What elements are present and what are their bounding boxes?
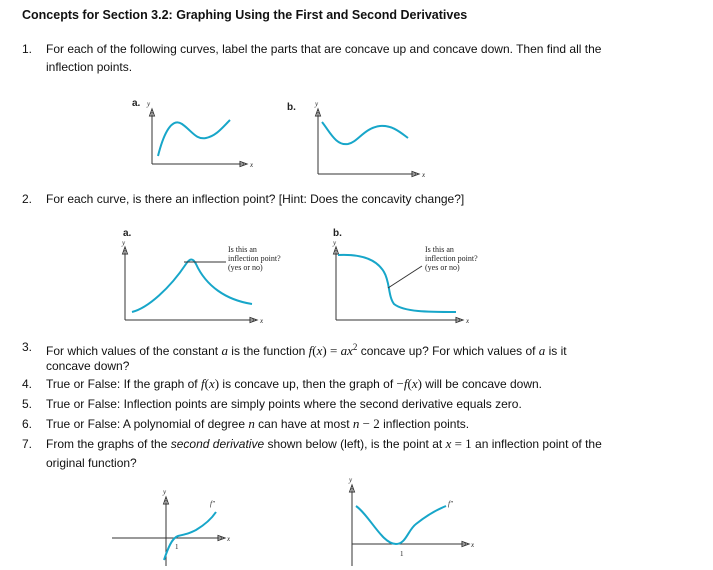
math-f: f xyxy=(200,376,205,391)
curve xyxy=(356,506,446,544)
graph-2a xyxy=(118,228,318,328)
y-axis-label: y xyxy=(147,100,151,108)
y-axis-label: y xyxy=(349,476,353,484)
graph-7-right xyxy=(330,476,490,570)
question-text: True or False: Inflection points are simply points where the second derivative equals zero. xyxy=(46,397,522,411)
question-number: 6. xyxy=(22,417,33,431)
x-axis-label: x xyxy=(250,161,254,169)
question-text xyxy=(46,415,469,433)
text: concave up? For which values of xyxy=(357,344,539,358)
math-n: n xyxy=(352,416,360,431)
math-x: x xyxy=(411,376,418,391)
graph-1b xyxy=(287,98,438,179)
text: From the graphs of the xyxy=(46,437,171,451)
question-text xyxy=(46,435,602,453)
graph-7-left xyxy=(110,488,250,568)
question-number: 2. xyxy=(22,192,33,206)
question-6 xyxy=(22,415,702,435)
y-axis-label: y xyxy=(333,239,337,247)
graph-label: a. xyxy=(132,98,141,109)
math-ax: ax xyxy=(340,343,353,358)
math-paren: ( xyxy=(407,376,412,391)
y-axis-label: y xyxy=(163,488,167,496)
math-paren: ( xyxy=(312,343,317,358)
x-axis-label: x xyxy=(422,171,426,179)
question-text-line2: original function? xyxy=(46,456,137,470)
curve xyxy=(164,512,216,560)
y-axis-label: y xyxy=(122,239,126,247)
text: shown below (left), is the point at xyxy=(264,437,446,451)
tick-label-1: 1 xyxy=(400,550,404,558)
text: an inflection point of the xyxy=(471,437,602,451)
graph-label: a. xyxy=(123,228,132,239)
math-minus: − xyxy=(396,376,404,391)
emphasis: second derivative xyxy=(170,437,265,451)
y-axis-label: y xyxy=(315,100,319,108)
annotation-line3: (yes or no) xyxy=(425,263,460,272)
annotation-line1: Is this an xyxy=(228,245,257,254)
question-text: For each of the following curves, label the parts that are concave up and concave down. Then find all the xyxy=(46,42,602,56)
math-paren: ) xyxy=(214,376,220,391)
text: is concave up, then the graph of xyxy=(219,377,397,391)
question-number: 4. xyxy=(22,377,33,391)
question-number: 1. xyxy=(22,42,33,56)
question-5 xyxy=(22,395,702,415)
math-a: a xyxy=(221,343,228,358)
annotation-line1: Is this an xyxy=(425,245,454,254)
math-equals: ) = xyxy=(322,343,341,358)
question-text: For each curve, is there an inflection point? [Hint: Does the concavity change?] xyxy=(46,192,465,206)
question-4 xyxy=(22,375,702,395)
x-axis-label: x xyxy=(471,541,475,549)
question-text-line2: inflection points. xyxy=(46,60,133,74)
math-x: x xyxy=(208,376,215,391)
question-2 xyxy=(22,190,702,210)
question-number: 5. xyxy=(22,397,33,411)
graph-1a xyxy=(132,98,280,173)
question-text xyxy=(46,375,542,393)
curve xyxy=(322,122,408,144)
text: can have at most xyxy=(254,417,353,431)
annotation-line2: inflection point? xyxy=(425,254,478,263)
question-number: 3. xyxy=(22,340,33,354)
text: For which values of the constant xyxy=(46,344,222,358)
text: True or False: A polynomial of degree xyxy=(46,417,249,431)
math-paren: ) xyxy=(417,376,422,391)
math-f: f xyxy=(308,343,313,358)
x-axis-label: x xyxy=(466,317,470,325)
tick-label-1: 1 xyxy=(175,543,179,551)
math-x: x xyxy=(445,436,452,451)
math-x: x xyxy=(316,343,323,358)
curve xyxy=(158,120,230,156)
math-a: a xyxy=(538,343,546,358)
question-7 xyxy=(22,435,702,475)
math-paren: ( xyxy=(204,376,209,391)
annotation-line3: (yes or no) xyxy=(228,263,263,272)
annotation-line2: inflection point? xyxy=(228,254,281,263)
graph-label: b. xyxy=(287,102,296,113)
x-axis-label: x xyxy=(227,535,231,543)
text: True or False: If the graph of xyxy=(46,377,201,391)
text: will be concave down. xyxy=(421,377,543,391)
math-equals-one: = 1 xyxy=(451,436,472,451)
curve-label: f″ xyxy=(210,500,215,508)
question-3 xyxy=(22,338,702,378)
question-1 xyxy=(22,40,702,80)
math-exponent: 2 xyxy=(352,342,358,352)
page-title: Concepts for Section 3.2: Graphing Using the First and Second Derivatives xyxy=(22,8,468,22)
text: is it xyxy=(545,344,567,358)
graph-2b xyxy=(328,228,528,328)
x-axis-label: x xyxy=(260,317,264,325)
annotation-pointer xyxy=(388,266,422,288)
graph-label: b. xyxy=(333,228,342,239)
math-minus-two: − 2 xyxy=(359,416,380,431)
text: is the function xyxy=(227,344,309,358)
math-f: f xyxy=(403,376,408,391)
text: inflection points. xyxy=(379,417,470,431)
curve-label: f″ xyxy=(448,500,453,508)
question-number: 7. xyxy=(22,437,33,451)
math-n: n xyxy=(248,416,255,431)
question-text-line2: concave down? xyxy=(46,359,130,373)
